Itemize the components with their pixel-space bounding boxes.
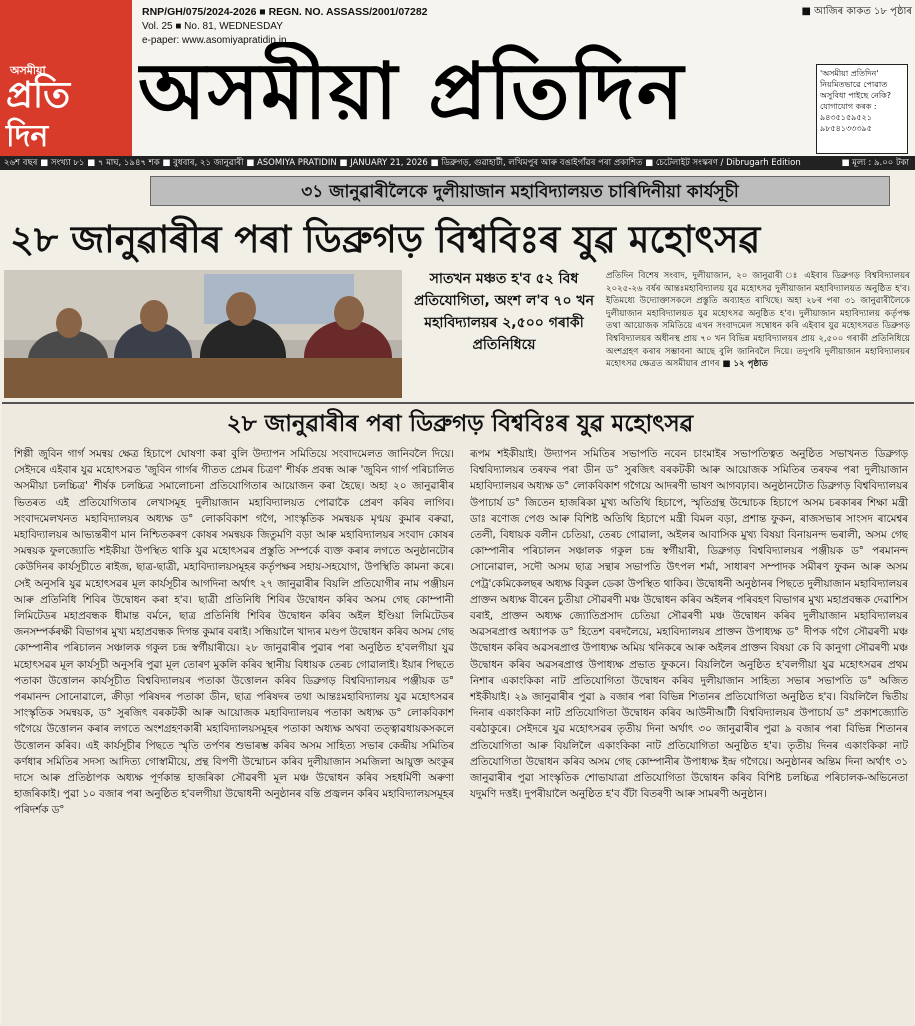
logo-small-text: অসমীয়া <box>10 64 46 77</box>
logo <box>0 0 132 160</box>
summary-text <box>606 270 910 396</box>
registration-line: RNP/GH/075/2024-2026 ■ REGN. NO. ASSASS/2001/07282 <box>142 6 428 18</box>
summary-body: প্ৰতিদিন বিশেষ সংবাদ, দুলীয়াজান, ২০ জানুৱাৰী ঃ এইবাৰ ডিব্ৰুগড় বিশ্ববিদ্যালয়ৰ ২০২৫-২৬ বৰ্ষৰ আন্তঃমহাবিদ্যালয় যুৱ মহোৎসৱ দুলীয়াজান মহাবিদ্যালয়ত অনুষ্ঠিত হ'ব। ইতিমধ্যে উদ্যোক্তাসকলে প্ৰস্তুতি অব্যাহত ৰাখিছে। অহা ২৮ৰ পৰা ৩১ জানুৱাৰীলৈকে দুলীয়াজান মহাবিদ্যালয়ত যুৱ মহোৎসৱ অনুষ্ঠিত হ'ব। দুলীয়াজান মহাবিদ্যালয় কৰ্তৃপক্ষ তথা আয়োজক সমিতিয়ে এখন সংবাদমেল সম্বোধন কৰি এইবাৰ যুৱ মহোৎসৱত ডিব্ৰুগড় বিশ্ববিদ্যালয়ৰ অধীনস্থ প্ৰায় ৭০ খন বিভিন্ন মহাবিদ্যালয়ৰ প্ৰায় ২,৫০০ গৰাকী প্ৰতিনিধিয়ে অংশগ্ৰহণ কৰাৰ সম্ভাবনা আছে বুলি জানিবলৈ দিয়ে। তদুপৰি দুলীয়াজান মহাবিদ্যালয়ৰ মহোৎসৱ ক্ষেত্ৰত অসমীয়াৰ প্ৰাণৰ <box>606 271 910 370</box>
photo-table <box>4 358 402 398</box>
photo-poster <box>204 274 354 324</box>
subheadline: সাতখন মঞ্চত হ'ব ৫২ বিধ প্ৰতিযোগিতা, অংশ ল'ব ৭০ খন মহাবিদ্যালয়ৰ ২,৫০০ গৰাকী প্ৰতিনিধিয়ে <box>414 271 594 353</box>
volume-line: Vol. 25 ■ No. 81, WEDNESDAY <box>142 21 283 32</box>
dateline-bar <box>0 156 915 170</box>
press-meet-photo <box>4 270 402 398</box>
newspaper-title: অসমীয়া প্ৰতিদিন <box>138 46 686 137</box>
continued-page-ref: ■ ১২ পৃষ্ঠাত <box>722 359 768 370</box>
logo-line-2: দিন <box>6 119 49 154</box>
lower-headline: ২৮ জানুৱাৰীৰ পৰা ডিব্ৰুগড় বিশ্ববিঃৰ যুৱ মহোৎসৱ <box>226 411 694 437</box>
price: ■ মূল্য : ৯.০০ টকা <box>841 158 909 168</box>
subscription-notice: 'অসমীয়া প্ৰতিদিন' নিয়মিতভাৱে পোৱাত অসুবিধা পাইছে নেকি? যোগাযোগ কৰক : ৯৪৩৫১৫৯৫২১ ৯৮৫৪১৩৩৩৯৫ <box>816 64 908 154</box>
kicker: ৩১ জানুৱাৰীলৈকে দুলীয়াজান মহাবিদ্যালয়ত চাৰিদিনীয়া কাৰ্যসূচী <box>150 176 890 206</box>
photo-head-2 <box>140 300 168 332</box>
epaper-link[interactable]: e-paper: www.asomiyapratidin.in <box>142 35 287 46</box>
article-column-1: শিল্পী জুবিন গাৰ্গ সমন্বয় ক্ষেত্ৰ হিচাপে ঘোষণা কৰা বুলি উদ্যাপন সমিতিয়ে সংবাদমেলত জানিবলৈ দিয়ে। সেইদৰে এইবাৰ যুৱ মহোৎসৱত 'জুবিন গাৰ্গৰ গীতত প্ৰেমৰ চিত্ৰণ' শীৰ্ষক প্ৰবন্ধ আৰু 'জুবিন গাৰ্গ পৰিচালিত অসমীয়া চলচ্চিত্ৰ' শীৰ্ষক চলচ্চিত্ৰ সমালোচনা প্ৰতিযোগিতাৰ আয়োজন কৰা হৈছে। অহা ২০ জানুৱাৰীৰ ভিতৰত এই প্ৰতিযোগিতাৰ লেখাসমূহ দুলীয়াজান মহাবিদ্যালয়ত পোৱাকৈ প্ৰেৰণ কৰিব লাগিব। সংবাদমেলখনত মহাবিদ্যালয়ৰ অধ্যক্ষ ড° লোকবিকাশ গগৈ, সাংস্কৃতিক সমন্বয়ক মৃণ্ময় কুমাৰ বৰুৱা, মহাবিদ্যালয়ৰ আভ্যন্তৰীণ মান নিশ্চিতকৰণ কোষৰ সমন্বয়ক জিতুমণি বড়া আৰু মহাবিদ্যালয়ৰ সংবাদ কোষৰ সমন্বয়ক ফুলজ্যোতি শইকীয়া উপস্থিত থাকি যুৱ মহোৎসৱৰ প্ৰস্তুতি সম্পৰ্কে ব্যক্ত কৰাৰ লগতে অনুষ্ঠানটোৰ কেউদিনৰ কাৰ্যসূচীতে ৰাইজ, ছাত্ৰ-ছাত্ৰী, মহাবিদ্যালয়সমূহৰ কৰ্তৃপক্ষৰ সহায়-সহযোগ, উপস্থিতি কামনা কৰে। সেই অনুসৰি যুৱ মহোৎসৱৰ মূল কাৰ্যসূচীৰ আগদিনা অৰ্থাৎ ২৭ জানুৱাৰীৰ বিয়লি প্ৰতিযোগীৰ নাম পঞ্জীয়ন আৰু প্ৰতিনিধি শিবিৰ উদ্বোধন কৰা হ'ব। ছাত্ৰী প্ৰতিনিধি শিবিৰ উদ্বোধন কৰিব অসম গেছ কোম্পানী লিমিটেডৰ মহাপ্ৰবন্ধক ধীমান্ত বৰ্মনে, ছাত্ৰ প্ৰতিনিধি শিবিৰ উদ্বোধন কৰিব অইল ইণ্ডিয়া লিমিটেডৰ জনসম্পৰ্কৰক্ষী বিভাগৰ মুখ্য মহাপ্ৰবন্ধক দিগন্ত কুমাৰ বৰাই। সন্ধিয়ালৈ খাদ্যৰ মণ্ডপ উদ্বোধন কৰিব অসম গেছ কোম্পানীৰ পৰিচালন সঞ্চালক গকুল চন্দ্ৰ স্বৰ্গীয়াৰীয়ে। ২৮ জানুৱাৰীৰ পুৱাৰ পৰা অনুষ্ঠিত হ'বলগীয়া যুৱ মহোৎসৱৰ মূল কাৰ্যসূচী অনুসৰি পুৱা মূল তোৰণ মুকলি কৰিব স্থানীয় বিধায়ক তেৰচ গোৱালাই। ইয়াৰ পিছতে পতাকা উত্তোলন কাৰ্যসূচীত বিশ্ববিদ্যালয়ৰ পতাকা উত্তোলন কৰিব ডিব্ৰুগড় বিশ্ববিদ্যালয়ৰ পঞ্জীয়ক ড° পৰমানন্দ সোনোৱালে, ক্ৰীড়া পৰিষদৰ পতাকা ডীন, ছাত্ৰ পৰিষদৰ তথা আন্তঃমহাবিদ্যালয় যুৱ মহোৎসৱৰ সাংস্কৃতিক সমন্বয়ক, ড° সুৰজিৎ বৰকটকী আৰু আয়োজক মহাবিদ্যালয়ৰ পতাকা অধ্যক্ষ ড° লোকবিকাশ গগৈয়ে উত্তোলন কৰাৰ লগতে অংশগ্ৰহণকাৰী মহাবিদ্যালয়সমূহৰ পতাকা অধ্যক্ষ অথবা তত্ত্বাৱধায়কসকলে উত্তোলন কৰিব। এই কাৰ্যসূচীৰ পিছতে স্মৃতি তৰ্পণৰ শুভাৰম্ভ কৰিব অসম সাহিত্য সভাৰ কেন্দ্ৰীয় সমিতিৰ কৰ্ণধাৰ সমিতিৰ সদস্য আদিত্য গোস্বামীয়ে, প্ৰন্থ বিপণী উন্মোচন কৰিব দুলীয়াজান সমজিলা আয়ুক্ত অংকুৰ দাসে আৰু প্ৰতিষ্ঠাপক অধ্যক্ষ পূৰ্ণকান্ত হাজৰিকা সৌৱৰণী মূল মঞ্চ উদ্বোধন কৰিব সহধৰ্মিণী অৰুণা হাজৰিকাই। পুৱা ১০ বজাৰ পৰা অনুষ্ঠিত হ'বলগীয়া উদ্বোধনী অনুষ্ঠানৰ বন্তি প্ৰজ্বলন কৰিব মহাবিদ্যালয়সমূহৰ পৰিদৰ্শক ড° <box>14 448 454 817</box>
dateline-text: ২৬শ বছৰ ■ সংখ্যা ৮১ ■ ৭ মাঘ, ১৯৪৭ শক ■ বুধবাৰ, ২১ জানুৱাৰী ■ ASOMIYA PRATIDIN ■ JANUARY 21, 2026 ■ ডিব্ৰুগড়, গুৱাহাটী, লখিমপুৰ আৰু বঙাইগাঁৱৰ পৰা প্ৰকাশিত ■ চেটেলাইট সংস্কৰণ / Dibrugarh Edition <box>4 158 801 168</box>
photo-head-1 <box>56 308 82 338</box>
logo-line-1: প্ৰতি <box>6 75 71 116</box>
pages-note: ■ আজিৰ কাকত ১৮ পৃষ্ঠাৰ <box>801 6 912 17</box>
photo-head-4 <box>334 296 364 330</box>
article-column-2: ৰূপম শইকীয়াই। উদ্যাপন সমিতিৰ সভাপতি নবেন চাংমাইৰ সভাপতিত্বত অনুষ্ঠিত সভাখনত ডিব্ৰুগড় বিশ্ববিদ্যালয়ৰ তৰফৰ পৰা ডীন ড° সুৰজিৎ বৰকটকী আৰু আয়োজক সমিতিৰ তৰফৰ পৰা দুলীয়াজান মহাবিদ্যালয়ৰ অধ্যক্ষ ড° লোকবিকাশ গগৈয়ে আদৰণী ভাষণ আগবঢ়াব। অনুষ্ঠানটোত ডিব্ৰুগড় বিশ্ববিদ্যালয়ৰ উপাচাৰ্য ড° জিতেন হাজৰিকা মুখ্য অতিথি হিচাপে, স্মৃতিগ্ৰন্থ উন্মোচক হিচাপে অসম চৰকাৰৰ শিক্ষা মন্ত্ৰী ডাঃ ৰণোজ পেগু আৰু বিশিষ্ট অতিথি হিচাপে মন্ত্ৰী বিমল বড়া, প্ৰশান্ত ফুকন, ৰাজসভাৰ সাংসদ ৰামেশ্বৰ তেলী, বিধায়ক বলীন চেতিয়া, তেৰচ গোৱালা, অইলৰ আবাসিক মুখ্য বিষয়া বিনায়নন্দ ভৰালী, অসম গেছ কোম্পানীৰ পৰিচালন সঞ্চালক গকুল চন্দ্ৰ স্বৰ্গীয়াৰী, ডিব্ৰুগড় বিশ্ববিদ্যালয়ৰ পঞ্জীয়ক ড° পৰমানন্দ সোনোৱাল, সদৌ অসম ছাত্ৰ সন্থাৰ সভাপতি উৎপল শৰ্মা, সাধাৰণ সম্পাদক সমীৰণ ফুকন আৰু অসম পেট্ৰ'কেমিকেলছৰ অধ্যক্ষ বিকুল ডেকা উপস্থিত থাকিব। উদ্বোধনী অনুষ্ঠানৰ পিছতে দুলীয়াজান মহাবিদ্যালয়ৰ প্ৰাক্তন অধ্যক্ষ বীৰেন চুতীয়া সৌৱৰণী মঞ্চ উদ্বোধন কৰিব অইলৰ পৰিবহণ বিভাগৰ মুখ্য মহাপ্ৰবন্ধক দেৱাশিস বৰাই, প্ৰাক্তন অধ্যক্ষ জ্যোতিপ্ৰসাদ চেতিয়া সৌৱৰণী মঞ্চ উদ্বোধন কৰিব দুলীয়াজান মহাবিদ্যালয়ৰ অৱসৰপ্ৰাপ্ত অধ্যাপক ড° হিতেশ বৰদলৈয়ে, মহাবিদ্যালয়ৰ প্ৰাক্তন উপাধ্যক্ষ ড° দীপক গগৈ সৌৱৰণী মঞ্চ উদ্বোধন কৰিব অৱসৰপ্ৰাপ্ত উপাধ্যক্ষ অমিয় খনিকৰে আৰু অইলৰ প্ৰাক্তন বিষয়া কে বি কানুগা সৌৱৰণী মঞ্চ উদ্বোধন কৰিব অৱসৰপ্ৰাপ্ত উপাধ্যক্ষ প্ৰভাত ফুকনে। বিয়লিলৈ অনুষ্ঠিত হ'বলগীয়া যুৱ মহোৎসৱৰ প্ৰথম নিশাৰ একাংকিকা নাট প্ৰতিযোগিতা উদ্বোধন কৰিব দুলীয়াজান সাহিত্য সভাৰ সভাপতি ড° অজিত শইকীয়াই। ২৯ জানুৱাৰীৰ পুৱা ৯ বজাৰ পৰা বিভিন্ন শিতানৰ প্ৰতিযোগিতা অনুষ্ঠিত হ'ব। বিয়লিলৈ দ্বিতীয় দিনাৰ একাংকিকা নাট প্ৰতিযোগিতা উদ্বোধন কৰিব আউনীআটী বিশ্ববিদ্যালয়ৰ উপাচাৰ্য ড° প্ৰকাশজ্যোতি বৰঠাকুৰে। সেইদৰে যুৱ মহোৎসৱৰ তৃতীয় দিনা অৰ্থাৎ ৩০ জানুৱাৰীৰ পুৱা ৯ বজাৰ পৰা বিভিন্ন শিতানৰ প্ৰতিযোগিতা আৰু বিয়লিলৈ একাংকিকা নাট প্ৰতিযোগিতা অনুষ্ঠিত হ'ব। তৃতীয় দিনৰ একাংকিকা নাট প্ৰতিযোগিতা উদ্বোধন কৰিব অসম গেছ কোম্পানীৰ উপাধ্যক্ষ ইন্দ্ৰ গগৈয়ে। অনুষ্ঠানৰ অন্তিম দিনা অৰ্থাৎ ৩১ জানুৱাৰীৰ পুৱা সাংস্কৃতিক শোভাযাত্ৰা প্ৰতিযোগিতা উদ্বোধন কৰিব বিশিষ্ট চলচ্চিত্ৰ পৰিচালক-অভিনেতা যদুমণি দত্তই। দুপৰীয়ালৈ অনুষ্ঠিত হ'ব বঁটা বিতৰণী আৰু সামৰণী অনুষ্ঠান। <box>470 448 908 801</box>
main-headline: ২৮ জানুৱাৰীৰ পৰা ডিব্ৰুগড় বিশ্ববিঃৰ যুৱ মহোৎসৱ <box>10 218 761 261</box>
photo-head-3 <box>226 292 256 326</box>
masthead <box>0 0 915 168</box>
